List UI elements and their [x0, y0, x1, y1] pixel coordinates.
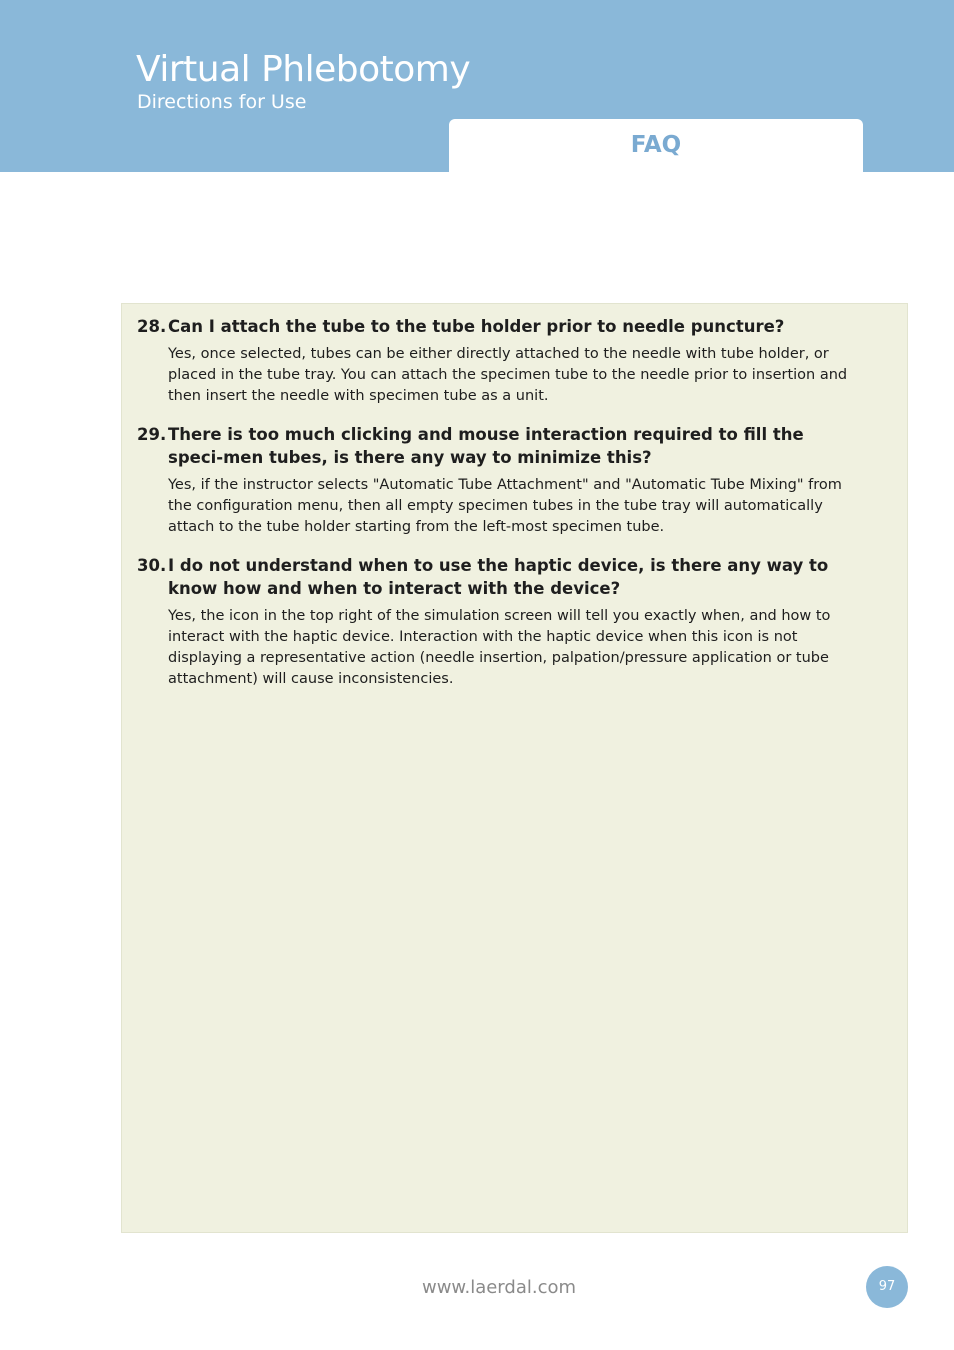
faq-answer: Yes, the icon in the top right of the simulation screen will tell you exactly when, and how to interact with the haptic device. Interaction with the haptic device when this icon is not displaying a representative action (needle insertion, palpation/pressure application or tube attachment) will cause inconsistencies.: [168, 608, 831, 687]
faq-panel: [121, 303, 908, 1233]
faq-question: [137, 315, 857, 338]
faq-question-text: There is too much clicking and mouse interaction required to fill the speci-men tubes, is there any way to minimize this?: [168, 425, 804, 467]
document-subtitle: Directions for Use: [137, 91, 307, 113]
faq-question-text: I do not understand when to use the haptic device, is there any way to know how and when to interact with the device?: [168, 556, 829, 598]
faq-question: [137, 423, 857, 469]
faq-question-text: Can I attach the tube to the tube holder prior to needle puncture?: [168, 317, 785, 336]
section-tab-faq: [449, 119, 863, 172]
faq-question-number: 28.: [137, 317, 167, 336]
page-header: [0, 0, 954, 172]
page-number-badge: 97: [866, 1266, 908, 1308]
faq-question-number: 30.: [137, 556, 167, 575]
footer-website-link[interactable]: www.laerdal.com: [421, 1277, 577, 1298]
faq-answer: Yes, if the instructor selects "Automatic Tube Attachment" and "Automatic Tube Mixing" from the configuration menu, then all empty specimen tubes in the tube tray will automatically attach to the tube holder starting from the left-most specimen tube.: [168, 477, 842, 535]
faq-answer: Yes, once selected, tubes can be either directly attached to the needle with tube holder, or placed in the tube tray. You can attach the specimen tube to the needle prior to insertion and then insert the needle with specimen tube as a unit.: [168, 346, 848, 404]
document-title: Virtual Phlebotomy: [136, 49, 471, 90]
faq-question: [137, 554, 857, 600]
faq-question-number: 29.: [137, 425, 167, 444]
section-tab-label: FAQ: [630, 132, 682, 158]
